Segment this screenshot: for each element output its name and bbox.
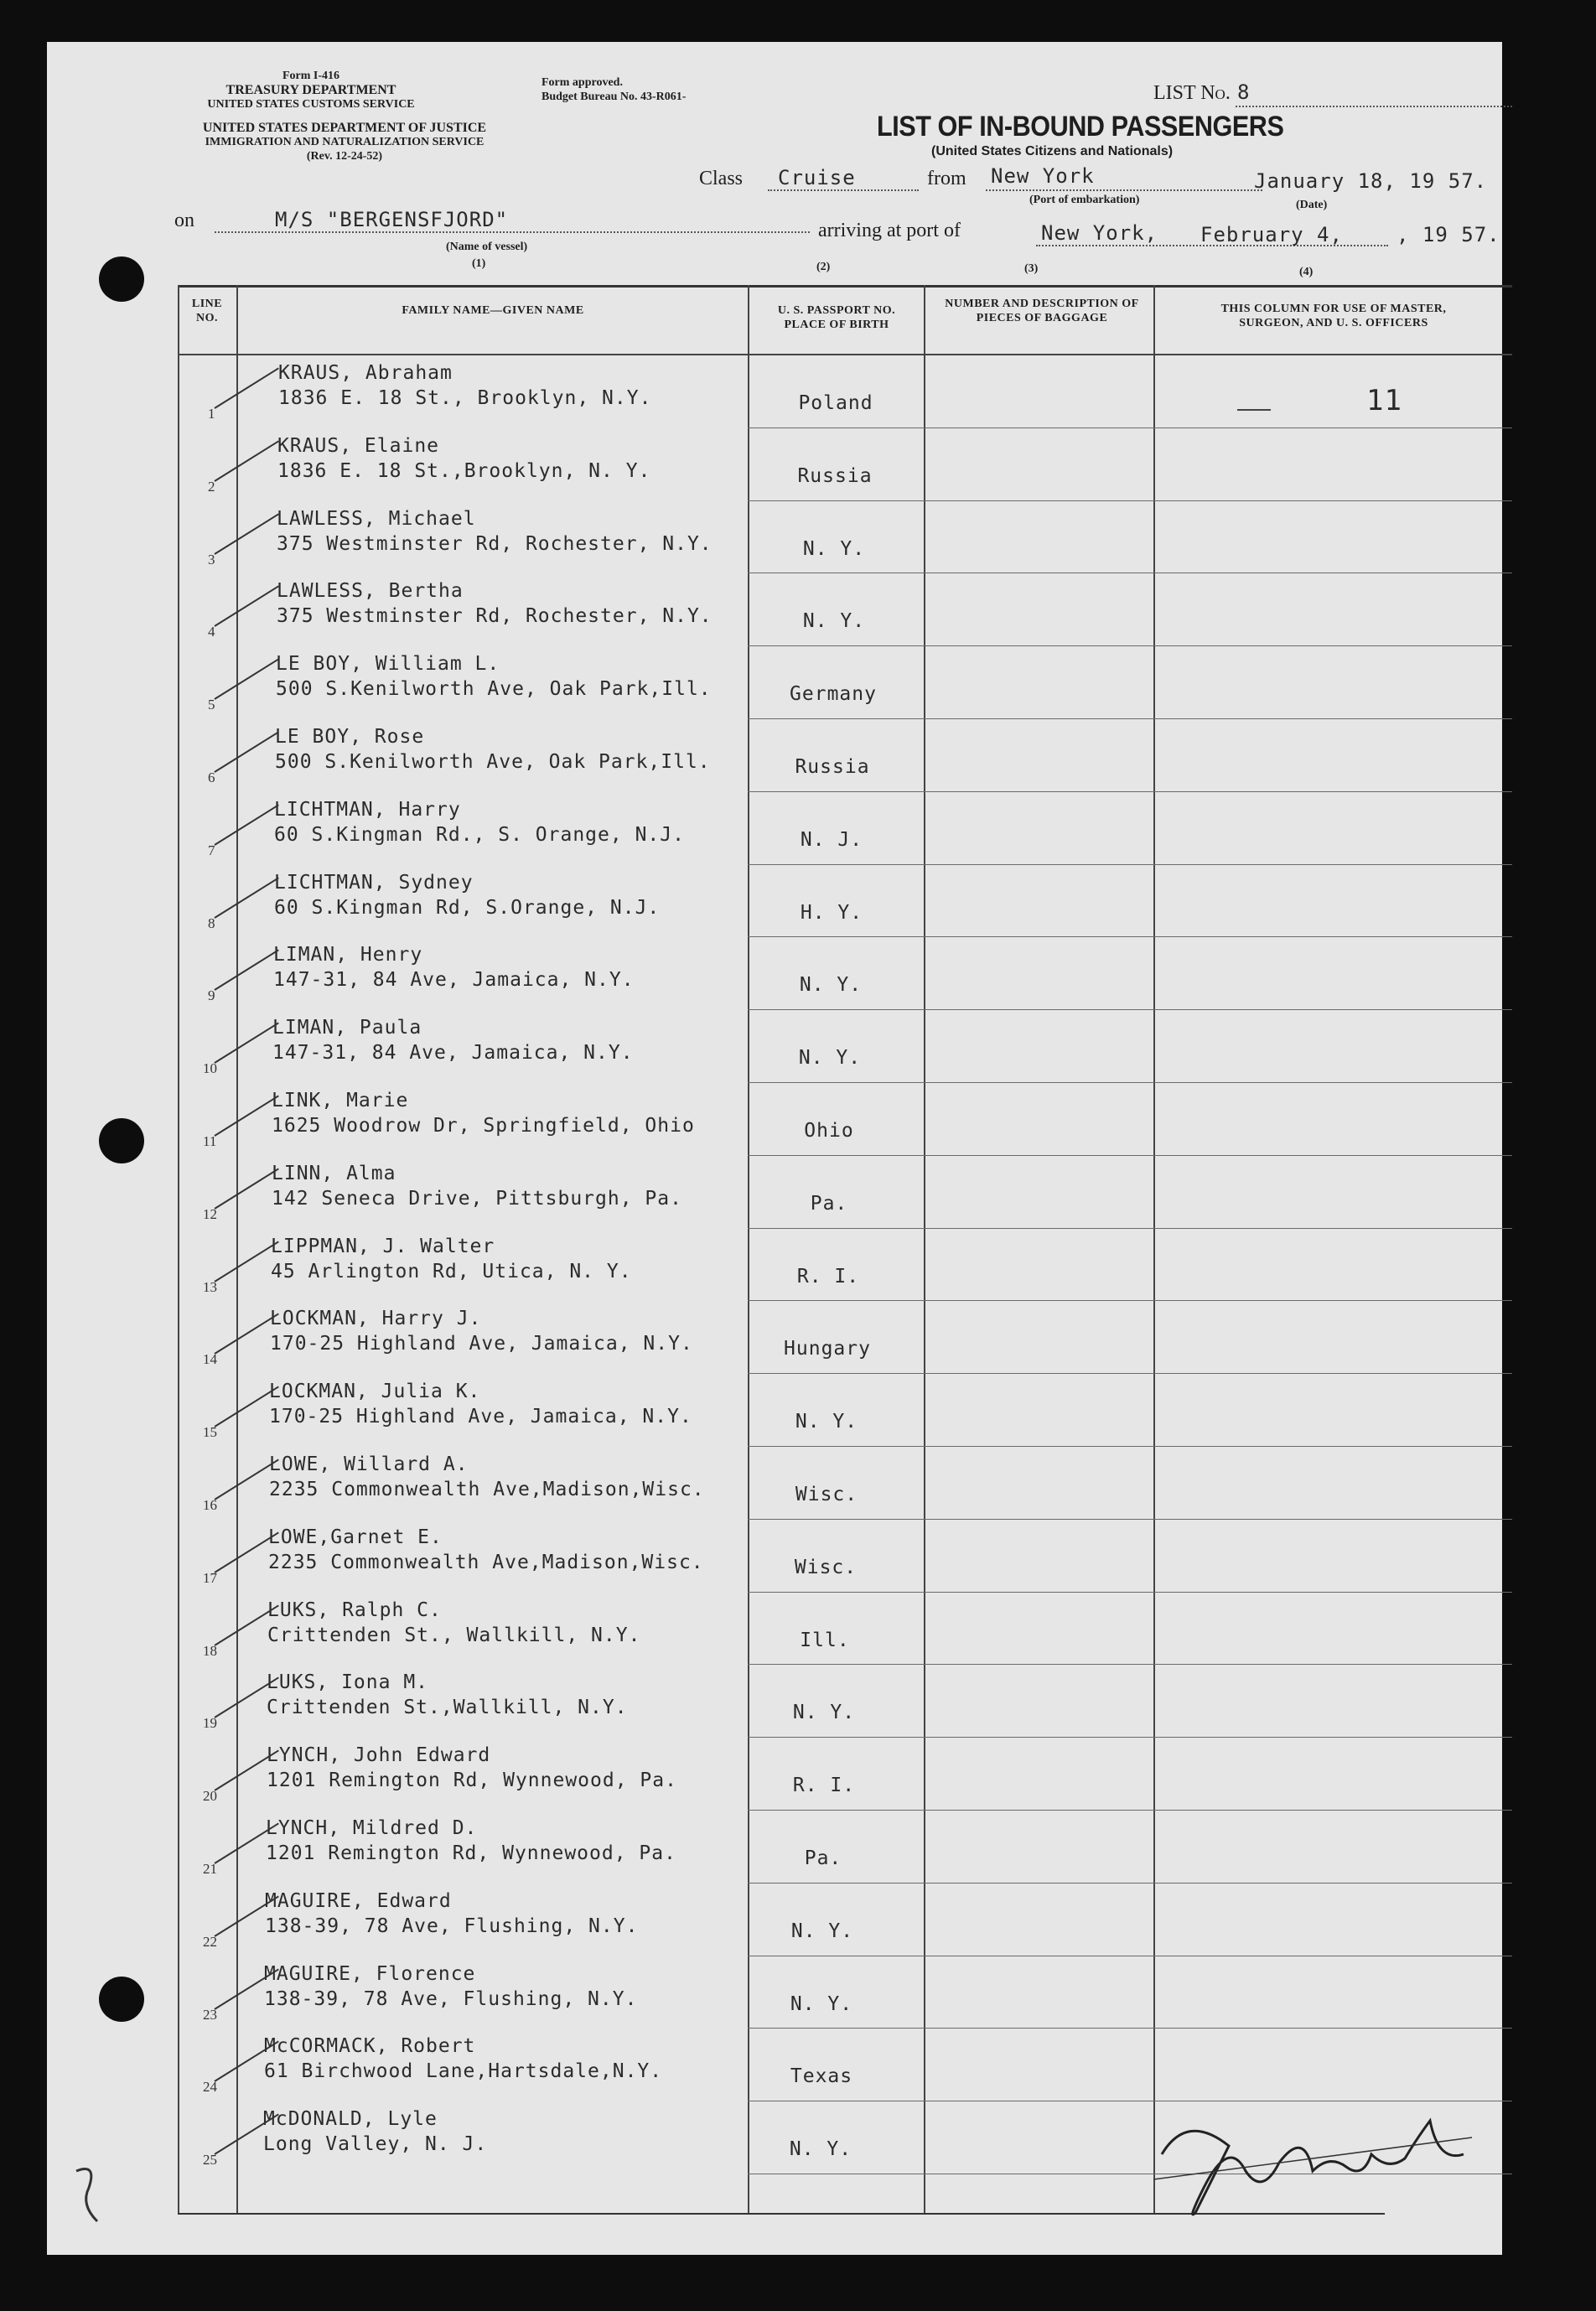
budget-bureau: Budget Bureau No. 43-R061- [542, 91, 687, 103]
row-line-number: 16 [203, 1497, 217, 1513]
check-mark [214, 804, 278, 845]
passenger-table [47, 42, 1502, 2255]
departure-date: January 18, 19 57. [1254, 169, 1488, 193]
table-row [47, 1811, 1502, 1884]
passenger-address: 147-31, 84 Ave, Jamaica, N.Y. [272, 1042, 634, 1065]
place-of-birth: Germany [790, 683, 877, 706]
table-row [47, 501, 1502, 574]
passenger-address: 45 Arlington Rd, Utica, N. Y. [271, 1260, 632, 1282]
table-row [47, 646, 1502, 719]
passenger-address: 1836 E. 18 St., Brooklyn, N.Y. [278, 387, 652, 409]
from-label: from [927, 168, 966, 189]
passenger-name: MAGUIRE, Edward [265, 1889, 452, 1912]
header-officers: THIS COLUMN FOR USE OF MASTER, SURGEON, AND U. S. OFFICERS [1220, 303, 1447, 329]
row-line-number: 19 [203, 1715, 217, 1732]
from-value: New York [991, 164, 1095, 188]
place-of-birth: Russia [795, 756, 870, 778]
passenger-name: LICHTMAN, Harry [274, 798, 461, 821]
place-of-birth: N. Y. [789, 2138, 852, 2161]
header-passport: U. S. PASSPORT NO. PLACE OF BIRTH [777, 304, 896, 331]
table-top-border [178, 285, 1512, 288]
passenger-name: KRAUS, Elaine [277, 434, 440, 457]
arriving-label: arriving at port of [818, 220, 961, 241]
table-row [47, 1010, 1502, 1083]
table-row [47, 1593, 1502, 1666]
check-mark [214, 367, 278, 408]
place-of-birth: N. Y. [799, 974, 863, 997]
passenger-address: 142 Seneca Drive, Pittsburgh, Pa. [272, 1187, 682, 1210]
passenger-address: 2235 Commonwealth Ave,Madison,Wisc. [269, 1479, 705, 1500]
passenger-name: LOCKMAN, Julia K. [269, 1381, 481, 1403]
check-mark [214, 513, 278, 554]
row-line-number: 18 [203, 1642, 217, 1659]
class-value: Cruise [778, 166, 856, 189]
row-line-number: 12 [203, 1205, 217, 1222]
page-subtitle: (United States Citizens and Nationals) [931, 144, 1174, 158]
passenger-address: 1201 Remington Rd, Wynnewood, Pa. [267, 1770, 677, 1792]
passenger-address: 138-39, 78 Ave, Flushing, N.Y. [265, 1915, 639, 1937]
passenger-name: LUKS, Ralph C. [267, 1599, 442, 1621]
row-line-number: 23 [203, 2006, 217, 2023]
officer-dash [1237, 409, 1271, 411]
treasury-department: TREASURY DEPARTMENT [225, 83, 396, 97]
passenger-address: 1625 Woodrow Dr, Springfield, Ohio [272, 1115, 695, 1137]
row-line-number: 11 [203, 1133, 217, 1149]
place-of-birth: N. Y. [795, 1411, 858, 1433]
col-num-2: (2) [816, 261, 831, 273]
check-mark [214, 950, 278, 991]
passenger-name: LE BOY, Rose [275, 726, 425, 748]
passenger-address: 60 S.Kingman Rd., S. Orange, N.J. [274, 823, 685, 846]
row-line-number: 1 [208, 406, 215, 422]
passenger-name: LIMAN, Paula [272, 1017, 422, 1039]
row-line-number: 5 [208, 697, 215, 713]
place-of-birth: R. I. [792, 1775, 856, 1797]
place-of-birth: N. Y. [798, 1047, 862, 1070]
table-row [47, 1374, 1502, 1447]
place-of-birth: Pa. [810, 1192, 848, 1215]
passenger-address: 1836 E. 18 St.,Brooklyn, N. Y. [277, 459, 651, 482]
passenger-name: LOCKMAN, Harry J. [270, 1308, 482, 1330]
check-mark [214, 586, 278, 627]
table-row [47, 1665, 1502, 1738]
passenger-address: 375 Westminster Rd, Rochester, N.Y. [277, 532, 712, 555]
check-mark [214, 440, 278, 481]
table-row [47, 719, 1502, 792]
table-row [47, 573, 1502, 646]
passenger-name: LOWE,Garnet E. [268, 1526, 443, 1548]
passenger-name: LUKS, Iona M. [267, 1671, 429, 1694]
col-num-4: (4) [1299, 266, 1314, 278]
list-no-value: 8 [1237, 80, 1251, 104]
passenger-address: 61 Birchwood Lane,Hartsdale,N.Y. [264, 2060, 663, 2083]
officer-signature [1137, 2087, 1489, 2230]
table-row [47, 1229, 1502, 1302]
customs-service: UNITED STATES CUSTOMS SERVICE [207, 98, 415, 111]
page-title: LIST OF IN-BOUND PASSENGERS [877, 111, 1284, 142]
arrival-date: February 4, [1200, 223, 1343, 246]
row-line-number: 6 [208, 769, 215, 785]
passenger-address: 1201 Remington Rd, Wynnewood, Pa. [266, 1842, 676, 1864]
margin-mark [64, 2154, 114, 2230]
header-baggage: NUMBER AND DESCRIPTION OF PIECES OF BAGGAGE [945, 298, 1139, 324]
table-row [47, 428, 1502, 501]
table-row [47, 792, 1502, 865]
passenger-address: 138-39, 78 Ave, Flushing, N.Y. [264, 1987, 638, 2010]
passenger-name: MAGUIRE, Florence [264, 1962, 476, 1985]
row-line-number: 9 [208, 987, 215, 1004]
row-line-number: 15 [203, 1424, 217, 1441]
list-no-label: LIST No. [1153, 82, 1231, 104]
passenger-address: 500 S.Kenilworth Ave, Oak Park,Ill. [275, 751, 711, 773]
row-line-number: 24 [203, 2079, 217, 2096]
place-of-birth: Texas [790, 2065, 853, 2088]
check-mark [214, 731, 278, 772]
place-of-birth: Ill. [800, 1629, 850, 1651]
form-number: Form I-416 [282, 70, 340, 82]
passenger-name: LAWLESS, Michael [277, 507, 476, 530]
form-approved: Form approved. [542, 76, 623, 89]
passenger-address: Crittenden St.,Wallkill, N.Y. [267, 1697, 628, 1719]
row-line-number: 20 [203, 1788, 217, 1805]
row-line-number: 25 [203, 2152, 217, 2169]
row-line-number: 22 [203, 1933, 217, 1950]
passenger-address: 2235 Commonwealth Ave,Madison,Wisc. [268, 1551, 704, 1573]
passenger-name: LIMAN, Henry [273, 944, 423, 966]
check-mark [214, 1168, 278, 1209]
passenger-name: LICHTMAN, Sydney [274, 871, 474, 894]
place-of-birth: Wisc. [795, 1484, 858, 1505]
passenger-name: McCORMACK, Robert [264, 2035, 476, 2058]
passenger-name: LOWE, Willard A. [269, 1453, 469, 1475]
passenger-name: LE BOY, William L. [276, 653, 500, 676]
header-name: FAMILY NAME—GIVEN NAME [402, 304, 584, 317]
arrival-year: , 19 57. [1396, 223, 1500, 246]
passenger-address: 170-25 Highland Ave, Jamaica, N.Y. [269, 1406, 692, 1428]
passenger-address: Long Valley, N. J. [263, 2133, 488, 2156]
header-line-no: LINE NO. [191, 298, 223, 324]
passenger-name: LINN, Alma [272, 1162, 396, 1184]
col-num-3: (3) [1024, 262, 1039, 275]
check-mark [214, 877, 278, 918]
row-line-number: 10 [203, 1060, 217, 1077]
place-of-birth: Russia [797, 464, 873, 487]
row-line-number: 14 [203, 1351, 217, 1368]
place-of-birth: N. Y. [802, 610, 866, 633]
row-line-number: 7 [208, 842, 215, 858]
passenger-name: LIPPMAN, J. Walter [271, 1235, 495, 1257]
on-label: on [174, 210, 194, 231]
immigration-service: IMMIGRATION AND NATURALIZATION SERVICE [205, 136, 484, 148]
passenger-address: 170-25 Highland Ave, Jamaica, N.Y. [270, 1333, 693, 1355]
check-mark [214, 1241, 278, 1282]
row-line-number: 17 [203, 1569, 217, 1586]
table-row [47, 1083, 1502, 1156]
row-line-number: 3 [208, 551, 215, 567]
place-of-birth: N. Y. [790, 1992, 853, 2015]
passenger-address: 60 S.Kingman Rd, S.Orange, N.J. [274, 896, 661, 919]
document-page [47, 42, 1502, 2255]
passenger-address: 147-31, 84 Ave, Jamaica, N.Y. [273, 969, 635, 992]
place-of-birth: N. Y. [790, 1920, 854, 1942]
port-caption: (Port of embarkation) [1029, 194, 1140, 206]
table-row [47, 1301, 1502, 1374]
passenger-name: LYNCH, John Edward [267, 1744, 491, 1767]
table-row [47, 355, 1502, 428]
place-of-birth: Wisc. [794, 1556, 858, 1578]
place-of-birth: Poland [798, 392, 873, 414]
row-line-number: 4 [208, 624, 215, 640]
col-num-1: (1) [472, 257, 486, 270]
vessel-caption: (Name of vessel) [446, 241, 528, 253]
passenger-name: LINK, Marie [272, 1090, 409, 1111]
passenger-name: KRAUS, Abraham [278, 362, 453, 384]
check-mark [214, 659, 278, 700]
place-of-birth: Pa. [804, 1847, 842, 1869]
place-of-birth: Ohio [804, 1120, 854, 1142]
table-row [47, 1520, 1502, 1593]
row-line-number: 13 [203, 1278, 217, 1295]
justice-department: UNITED STATES DEPARTMENT OF JUSTICE [202, 121, 487, 135]
place-of-birth: H. Y. [800, 901, 863, 924]
revision: (Rev. 12-24-52) [306, 150, 383, 163]
place-of-birth: Hungary [784, 1338, 871, 1360]
passenger-name: McDONALD, Lyle [263, 2108, 438, 2131]
passenger-address: 500 S.Kenilworth Ave, Oak Park,Ill. [276, 678, 712, 701]
table-row [47, 1884, 1502, 1956]
check-mark [214, 1095, 278, 1136]
passenger-name: LAWLESS, Bertha [277, 580, 464, 603]
place-of-birth: N. Y. [792, 1702, 856, 1724]
row-line-number: 2 [208, 478, 215, 495]
officer-count-note: 11 [1366, 384, 1402, 417]
table-row [47, 1156, 1502, 1229]
passenger-address: 375 Westminster Rd, Rochester, N.Y. [277, 605, 712, 628]
place-of-birth: N. Y. [802, 537, 866, 560]
class-label: Class [699, 168, 744, 189]
passenger-name: LYNCH, Mildred D. [266, 1817, 478, 1839]
place-of-birth: R. I. [796, 1265, 860, 1288]
arrival-port: New York, [1041, 221, 1158, 245]
row-line-number: 21 [203, 1861, 217, 1877]
vessel-name: M/S "BERGENSFJORD" [275, 208, 509, 231]
passenger-address: Crittenden St., Wallkill, N.Y. [267, 1624, 641, 1646]
table-row [47, 1956, 1502, 2029]
table-row [47, 865, 1502, 938]
row-line-number: 8 [208, 915, 215, 931]
table-row [47, 937, 1502, 1010]
date-caption: (Date) [1296, 199, 1328, 211]
table-row [47, 1738, 1502, 1811]
table-row [47, 1447, 1502, 1520]
check-mark [214, 1023, 278, 1064]
place-of-birth: N. J. [800, 828, 863, 851]
